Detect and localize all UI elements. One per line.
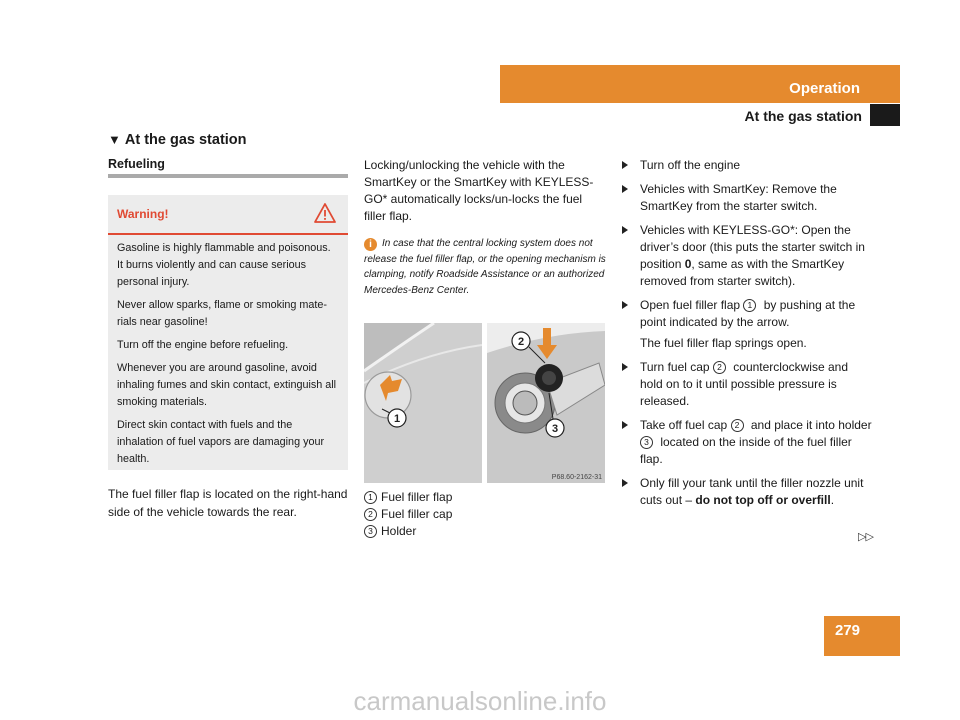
info-note	[364, 236, 609, 298]
warning-paragraph: Turn off the engine before refueling.	[117, 339, 289, 351]
warning-title: Warning!	[117, 207, 169, 221]
step-item: Turn off the engine	[622, 157, 872, 174]
warning-body	[108, 235, 348, 468]
warning-box	[108, 195, 348, 470]
bullet-arrow-icon	[622, 301, 628, 309]
bullet-arrow-icon	[622, 185, 628, 193]
step-item: Turn fuel cap 2 counterclockwise and hold on to it until possible pressure is released.	[622, 359, 872, 410]
image-code: P68.60-2162-31	[551, 474, 602, 481]
header-subtitle: At the gas station	[744, 108, 862, 124]
bullet-arrow-icon	[622, 363, 628, 371]
bullet-arrow-icon	[622, 226, 628, 234]
page-number: 279	[834, 622, 860, 639]
section-title: At the gas station	[124, 132, 247, 148]
procedure-steps	[622, 157, 872, 516]
legend-item	[364, 489, 452, 506]
header-band	[500, 65, 900, 103]
legend-label: Holder	[381, 524, 417, 538]
callout-1-label: 1	[393, 413, 401, 425]
bullet-arrow-icon	[622, 479, 628, 487]
note-text: In case that the central locking system does not release the fuel filler flap, or the opening mechanism is clamping, notify Roadside Assistance or an authorized Mercedes-Benz Center.	[364, 238, 606, 296]
legend-label: Fuel filler cap	[381, 507, 453, 521]
legend-number: 3	[364, 525, 377, 538]
legend-item	[364, 523, 452, 540]
callout-3-label: 3	[551, 423, 559, 435]
fuel-flap-photo-open	[487, 323, 605, 483]
step-item: Open fuel filler flap 1 by pushing at the point indicated by the arrow.	[622, 297, 872, 331]
step-item: Vehicles with KEYLESS-GO*: Open the driver’s door (this puts the starter switch in position 0, same as with the SmartKey removed from starter switch).	[622, 222, 872, 290]
warning-paragraph: Never allow sparks, flame or smoking mate-rials near gasoline!	[117, 299, 328, 328]
bullet-arrow-icon	[622, 421, 628, 429]
warning-paragraph: Direct skin contact with fuels and the inhalation of fuel vapors are damaging your health.	[117, 419, 325, 465]
warning-header	[108, 195, 348, 235]
image-legend	[364, 489, 452, 540]
warning-triangle-icon	[314, 203, 336, 228]
legend-item	[364, 506, 452, 523]
legend-number: 2	[364, 508, 377, 521]
step-result: The fuel filler flap springs open.	[640, 336, 807, 350]
fuel-flap-photo-closed	[364, 323, 482, 483]
legend-label: Fuel filler flap	[381, 490, 453, 504]
locking-text: Locking/unlocking the vehicle with the SmartKey or the SmartKey with KEYLESS-GO* automatically locks/un-locks the fuel filler flap.	[364, 158, 594, 223]
header-marker-block	[870, 104, 900, 126]
section-marker-icon: ▼	[108, 132, 121, 147]
page-number-box	[824, 616, 900, 656]
refueling-heading: Refueling	[108, 157, 165, 171]
intro-text: The fuel filler flap is located on the right-hand side of the vehicle towards the rear.	[108, 487, 348, 519]
chapter-title: Operation	[789, 80, 860, 97]
step-item: Vehicles with SmartKey: Remove the SmartKey from the starter switch.	[622, 181, 872, 215]
step-item: Only fill your tank until the filler nozzle unit cuts out – do not top off or overfill.	[622, 475, 872, 509]
warning-paragraph: Gasoline is highly flammable and poisonous. It burns violently and can cause serious personal injury.	[117, 242, 331, 288]
watermark: carmanualsonline.info	[353, 686, 607, 716]
section-heading	[108, 132, 247, 148]
heading-rule	[108, 174, 348, 178]
bullet-arrow-icon	[622, 161, 628, 169]
callout-2-label: 2	[517, 336, 525, 348]
warning-paragraph: Whenever you are around gasoline, avoid inhaling fumes and skin contact, extinguish all smoking materials.	[117, 362, 337, 408]
legend-number: 1	[364, 491, 377, 504]
continued-marker-icon: ▷▷	[858, 531, 873, 543]
info-icon: i	[364, 238, 377, 251]
step-item: Take off fuel cap 2 and place it into holder 3 located on the inside of the fuel filler flap.	[622, 417, 872, 468]
